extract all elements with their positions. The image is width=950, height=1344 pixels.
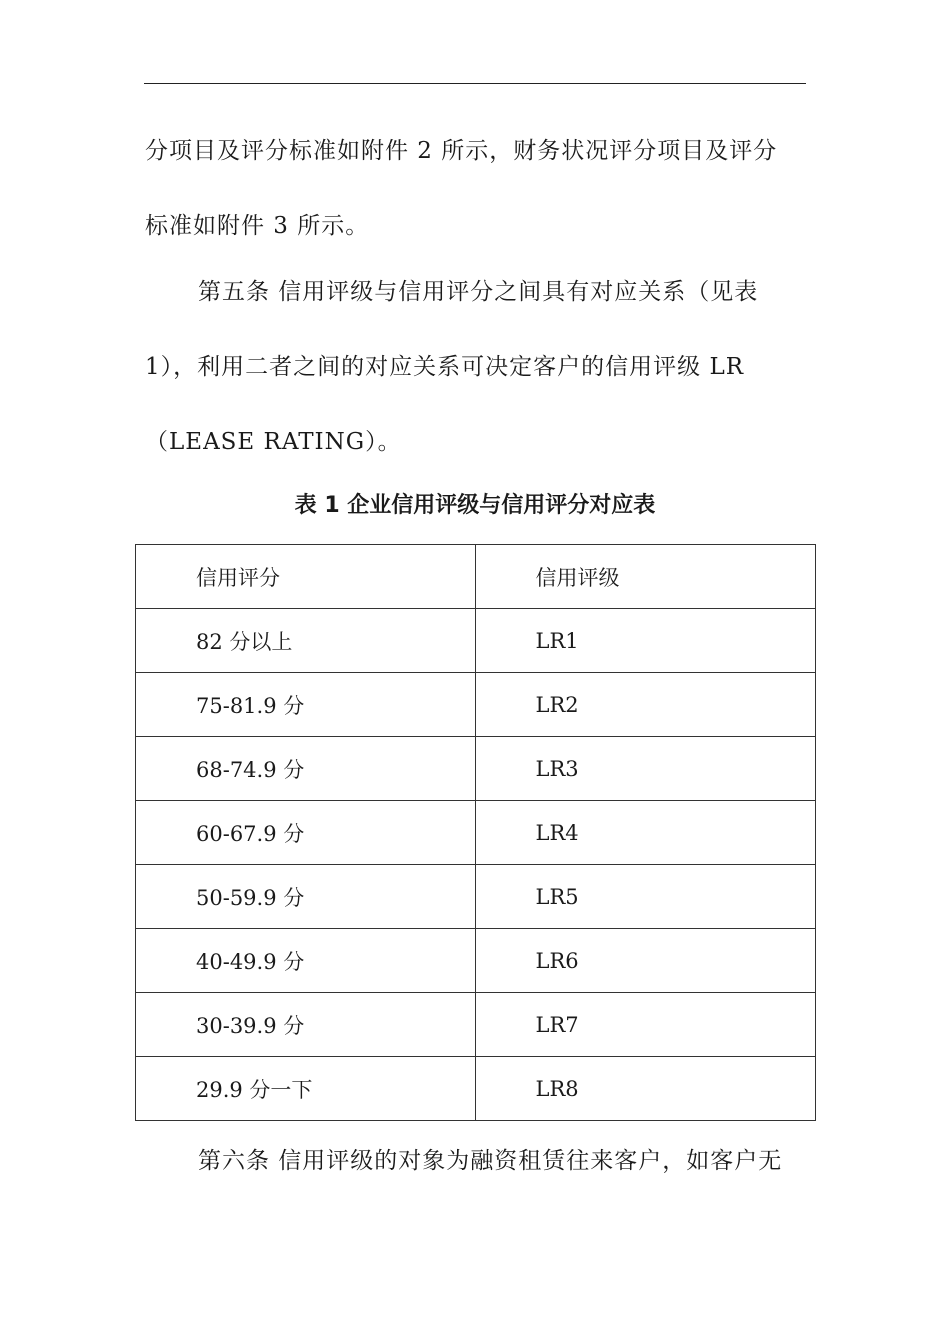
rating-cell: LR5 [475,865,816,929]
rating-cell: LR4 [475,801,816,865]
table-row [136,801,816,865]
rating-cell: LR2 [475,673,816,737]
score-cell: 75-81.9 分 [136,673,476,737]
header-rule [144,83,806,84]
body-text-line-2: 标准如附件 3 所示。 [145,213,370,239]
score-cell: 30-39.9 分 [136,993,476,1057]
score-cell: 68-74.9 分 [136,737,476,801]
table-caption: 表 1 企业信用评级与信用评分对应表 [294,493,656,518]
score-cell: 40-49.9 分 [136,929,476,993]
article-5-line-3: （LEASE RATING）。 [145,429,402,455]
article-5-line-1: 第五条 信用评级与信用评分之间具有对应关系（见表 [198,279,759,305]
score-cell: 60-67.9 分 [136,801,476,865]
score-cell: 82 分以上 [136,609,476,673]
table-row [136,737,816,801]
rating-cell: LR8 [475,1057,816,1121]
table-row [136,865,816,929]
rating-cell: LR7 [475,993,816,1057]
body-text-line-1: 分项目及评分标准如附件 2 所示，财务状况评分项目及评分 [145,138,778,164]
score-cell: 29.9 分一下 [136,1057,476,1121]
rating-cell: LR6 [475,929,816,993]
table-row [136,609,816,673]
table-header-row [136,545,816,609]
score-cell: 50-59.9 分 [136,865,476,929]
article-6-line-1: 第六条 信用评级的对象为融资租赁往来客户，如客户无 [198,1148,783,1174]
article-5-line-2: 1），利用二者之间的对应关系可决定客户的信用评级 LR [145,354,745,380]
credit-rating-table [135,544,816,1121]
rating-cell: LR1 [475,609,816,673]
table-row [136,673,816,737]
table-row [136,993,816,1057]
rating-cell: LR3 [475,737,816,801]
header-credit-rating: 信用评级 [475,545,816,609]
table-row [136,929,816,993]
header-credit-score: 信用评分 [136,545,476,609]
table-row [136,1057,816,1121]
